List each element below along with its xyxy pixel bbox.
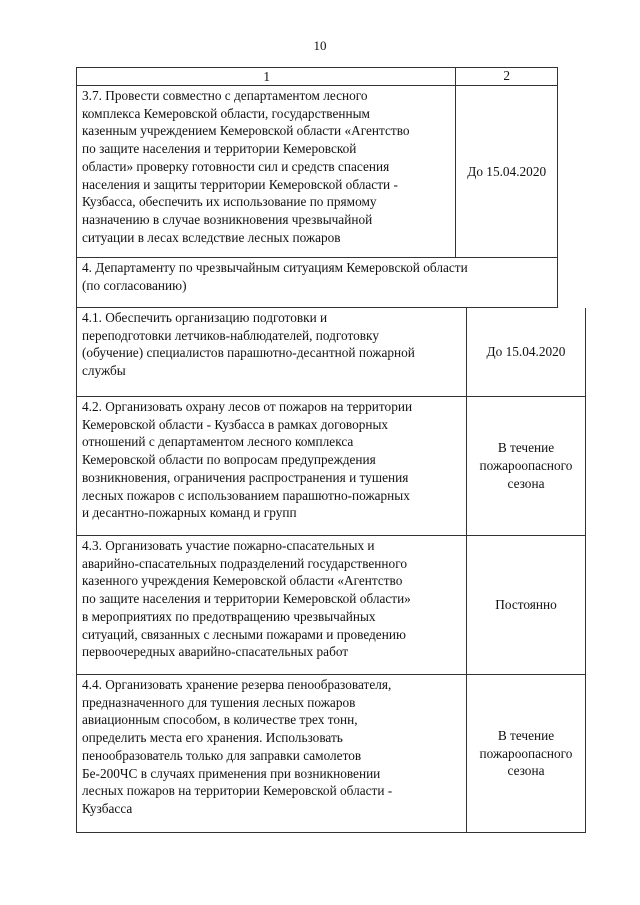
- text-line: Кузбасса: [82, 800, 133, 816]
- header-col-2: 2: [503, 68, 511, 83]
- table-row: [76, 536, 586, 675]
- term-cell: [467, 675, 585, 832]
- table-row: [76, 675, 586, 833]
- text-line: отношений с департаментом лесного комплекса: [82, 434, 354, 450]
- text-line: по защите населения и территории Кемеровской области»: [82, 591, 411, 607]
- term-cell: [467, 397, 585, 535]
- section-heading: [77, 258, 557, 307]
- term-text: Постоянно: [495, 597, 557, 613]
- text-line: (по согласованию): [82, 277, 187, 293]
- table-row: [76, 86, 558, 258]
- table-header-row: [76, 67, 558, 86]
- text-line: комплекса Кемеровской области, государственным: [82, 105, 370, 121]
- text-line: Бе-200ЧС в случаях применения при возникновении: [82, 765, 381, 781]
- text-line: 4.4. Организовать хранение резерва пенообразователя,: [82, 677, 392, 692]
- text-line: определить места его хранения. Использовать: [82, 730, 343, 746]
- text-line: Кузбасса, обеспечить их использование по прямому: [82, 194, 377, 210]
- text-line: 4.2. Организовать охрану лесов от пожаров на территории: [82, 399, 413, 414]
- text-line: населения и защиты территории Кемеровской области -: [82, 176, 398, 192]
- task-text: [77, 397, 467, 535]
- text-line: по защите населения и территории Кемеровской: [82, 141, 357, 157]
- text-line: области» проверку готовности сил и средств спасения: [82, 158, 390, 174]
- table-row: [76, 397, 586, 536]
- text-line: 4.1. Обеспечить организацию подготовки и: [82, 310, 328, 325]
- task-text: [77, 675, 467, 832]
- text-line: 4. Департаменту по чрезвычайным ситуациям Кемеровской области: [82, 260, 468, 275]
- text-line: назначению в случае возникновения чрезвычайной: [82, 211, 373, 227]
- term-text: В течение: [497, 440, 555, 456]
- text-line: Кемеровской области по вопросам предупреждения: [82, 452, 376, 468]
- text-line: первоочередных аварийно-спасательных работ: [82, 644, 349, 660]
- text-line: аварийно-спасательных подразделений государственного: [82, 555, 407, 571]
- text-line: службы: [82, 363, 126, 379]
- text-line: ситуаций, связанных с лесными пожарами и проведению: [82, 626, 406, 642]
- text-line: переподготовки летчиков-наблюдателей, подготовку: [82, 327, 379, 343]
- page-number: 10: [313, 38, 327, 53]
- term-text: сезона: [507, 763, 545, 779]
- text-line: (обучение) специалистов парашютно-десантной пожарной: [82, 345, 415, 361]
- term-text: До 15.04.2020: [467, 163, 547, 179]
- term-cell: [456, 86, 557, 257]
- text-line: Кемеровской области - Кузбасса в рамках договорных: [82, 416, 389, 432]
- term-text: До 15.04.2020: [486, 344, 566, 360]
- term-text: пожароопасного: [479, 745, 573, 761]
- term-cell: [467, 536, 585, 674]
- section-row: [76, 258, 558, 308]
- term-text: В течение: [497, 727, 555, 743]
- term-text: сезона: [507, 475, 545, 491]
- term-cell: [467, 308, 585, 396]
- text-line: 4.3. Организовать участие пожарно-спасательных и: [82, 538, 375, 553]
- text-line: казенного учреждения Кемеровской области «Агентство: [82, 573, 403, 589]
- text-line: предназначенного для тушения лесных пожаров: [82, 694, 356, 710]
- text-line: лесных пожаров на территории Кемеровской области -: [82, 783, 393, 799]
- header-col-1: 1: [77, 68, 456, 85]
- text-line: и десантно-пожарных команд и групп: [82, 505, 297, 521]
- task-text: [77, 308, 467, 396]
- text-line: лесных пожаров с использованием парашютно-пожарных: [82, 487, 410, 503]
- task-text: [77, 536, 467, 674]
- text-line: в мероприятиях по предотвращению чрезвычайных: [82, 608, 376, 624]
- term-text: пожароопасного: [479, 458, 573, 474]
- task-text: [77, 86, 456, 257]
- table-row: [76, 308, 586, 397]
- text-line: казенным учреждением Кемеровской области «Агентство: [82, 123, 410, 139]
- text-line: 3.7. Провести совместно с департаментом лесного: [82, 88, 368, 103]
- text-line: возникновения, ограничения распространения и тушения: [82, 469, 409, 485]
- text-line: авиационным способом, в количестве трех тонн,: [82, 712, 358, 728]
- text-line: ситуации в лесах вследствие лесных пожаров: [82, 229, 341, 245]
- text-line: пенообразователь только для заправки самолетов: [82, 747, 362, 763]
